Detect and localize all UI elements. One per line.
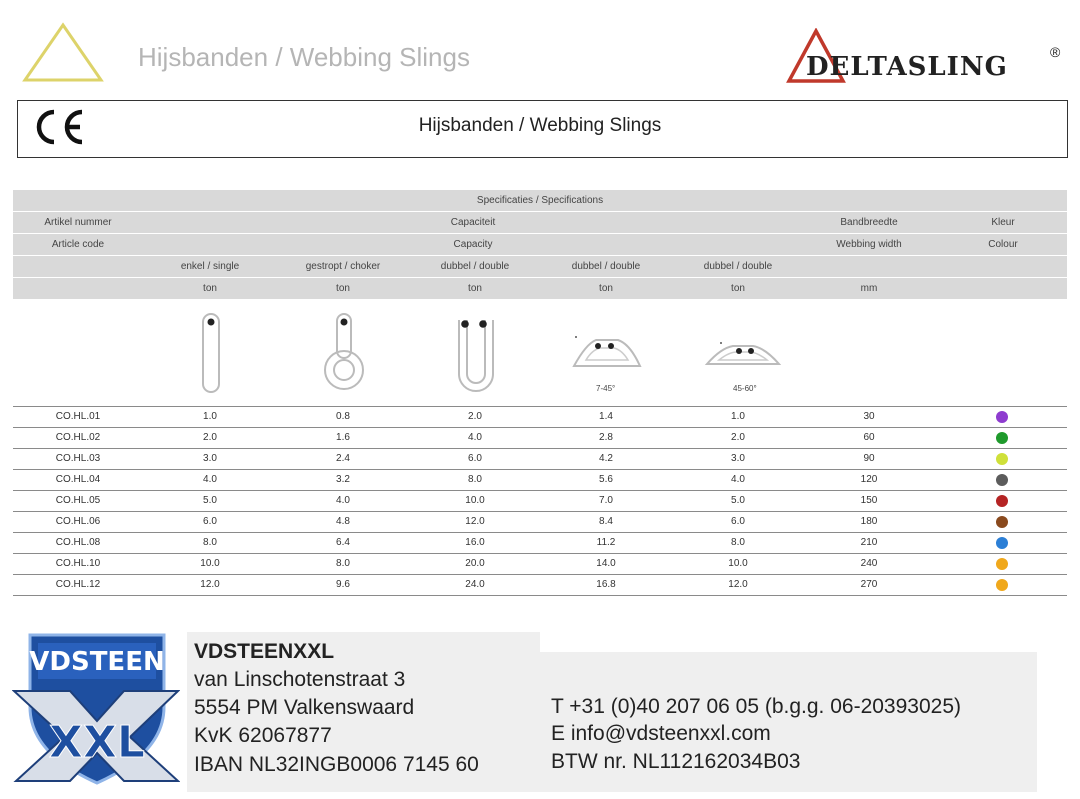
capacity-double-60-cell: 1.0 — [731, 411, 745, 422]
capacity-choker-cell: 9.6 — [336, 579, 350, 590]
unit-label: ton — [468, 283, 482, 294]
webbing-width-cell: 30 — [863, 411, 875, 422]
table-body — [13, 407, 1067, 596]
address-line: IBAN NL32INGB0006 7145 60 — [194, 753, 479, 776]
colour-swatch — [996, 558, 1008, 570]
webbing-width-cell: 90 — [863, 453, 875, 464]
logo-text: VDSTEEN — [29, 647, 165, 677]
unit-label: ton — [203, 283, 217, 294]
table-row — [13, 428, 1067, 449]
article-code-cell: CO.HL.08 — [55, 537, 101, 548]
capacity-double-60-cell: 10.0 — [728, 558, 748, 569]
table-title-row — [13, 190, 1067, 212]
article-code-cell: CO.HL.01 — [55, 411, 101, 422]
capacity-single-cell: 10.0 — [200, 558, 220, 569]
specifications-table — [13, 190, 1067, 596]
capacity-double-60-cell: 6.0 — [731, 516, 745, 527]
mode-label: dubbel / double — [703, 261, 773, 272]
registered-mark: ® — [1050, 44, 1061, 60]
mode-label: gestropt / choker — [305, 261, 381, 272]
capacity-double-45-cell: 8.4 — [599, 516, 613, 527]
capacity-double-45-cell: 16.8 — [596, 579, 616, 590]
capacity-single-cell: 12.0 — [200, 579, 220, 590]
single-sling-icon — [196, 310, 226, 396]
colour-swatch — [996, 516, 1008, 528]
capacity-double-cell: 20.0 — [465, 558, 485, 569]
webbing-width-cell: 240 — [860, 558, 878, 569]
article-code-cell: CO.HL.10 — [55, 558, 101, 569]
article-code-cell: CO.HL.03 — [55, 453, 101, 464]
capacity-choker-cell: 4.8 — [336, 516, 350, 527]
basket-60-sling-icon — [701, 334, 783, 374]
capacity-double-45-cell: 4.2 — [599, 453, 613, 464]
capacity-double-45-cell: 5.6 — [599, 474, 613, 485]
logo-xxl-text: XXL — [49, 717, 145, 768]
capacity-double-60-cell: 4.0 — [731, 474, 745, 485]
mode-label: dubbel / double — [571, 261, 641, 272]
unit-label: ton — [599, 283, 613, 294]
capacity-choker-cell: 2.4 — [336, 453, 350, 464]
header-colour-en: Colour — [988, 239, 1018, 250]
table-row — [13, 575, 1067, 596]
capacity-choker-cell: 8.0 — [336, 558, 350, 569]
capacity-double-cell: 8.0 — [468, 474, 482, 485]
angle-label: 7-45° — [596, 384, 616, 393]
double-sling-icon — [453, 310, 499, 396]
capacity-double-45-cell: 2.8 — [599, 432, 613, 443]
colour-swatch — [996, 474, 1008, 486]
article-code-cell: CO.HL.12 — [55, 579, 101, 590]
header-row-english — [13, 234, 1067, 256]
capacity-single-cell: 5.0 — [203, 495, 217, 506]
table-row — [13, 449, 1067, 470]
unit-label: mm — [860, 283, 878, 294]
capacity-double-cell: 4.0 — [468, 432, 482, 443]
capacity-double-45-cell: 7.0 — [599, 495, 613, 506]
colour-swatch — [996, 579, 1008, 591]
address-line: KvK 62067877 — [194, 724, 332, 747]
basket-45-sling-icon — [568, 330, 648, 380]
address-line: 5554 PM Valkenswaard — [194, 696, 415, 719]
table-row — [13, 512, 1067, 533]
email-line: E info@vdsteenxxl.com — [551, 722, 771, 745]
table-title: Specificaties / Specifications — [476, 195, 604, 206]
webbing-width-cell: 180 — [860, 516, 878, 527]
deltasling-logo-text: DELTASLING — [806, 52, 1008, 82]
capacity-double-60-cell: 5.0 — [731, 495, 745, 506]
webbing-width-cell: 150 — [860, 495, 878, 506]
header-width-nl: Bandbreedte — [840, 217, 898, 228]
capacity-double-60-cell: 2.0 — [731, 432, 745, 443]
capacity-choker-cell: 3.2 — [336, 474, 350, 485]
mode-label: enkel / single — [180, 261, 240, 272]
capacity-double-cell: 6.0 — [468, 453, 482, 464]
article-code-cell: CO.HL.06 — [55, 516, 101, 527]
header-code-nl: Artikel nummer — [44, 217, 112, 228]
header-row-dutch — [13, 212, 1067, 234]
capacity-double-45-cell: 11.2 — [596, 537, 616, 548]
colour-swatch — [996, 495, 1008, 507]
table-row — [13, 533, 1067, 554]
ce-section-title: Hijsbanden / Webbing Slings — [418, 115, 662, 136]
triangle-logo-icon — [22, 22, 104, 84]
capacity-choker-cell: 6.4 — [336, 537, 350, 548]
header-code-en: Article code — [51, 239, 105, 250]
header-capacity-en: Capacity — [453, 239, 493, 250]
capacity-choker-cell: 4.0 — [336, 495, 350, 506]
webbing-width-cell: 60 — [863, 432, 875, 443]
header-width-en: Webbing width — [836, 239, 902, 250]
capacity-double-cell: 10.0 — [465, 495, 485, 506]
table-row — [13, 554, 1067, 575]
article-code-cell: CO.HL.02 — [55, 432, 101, 443]
phone-line: T +31 (0)40 207 06 05 (b.g.g. 06-20393025) — [551, 695, 962, 718]
mode-label-row — [13, 256, 1067, 278]
capacity-double-cell: 24.0 — [465, 579, 485, 590]
capacity-double-45-cell: 1.4 — [599, 411, 613, 422]
capacity-double-cell: 2.0 — [468, 411, 482, 422]
vdsteen-xxl-logo — [12, 625, 180, 787]
mode-label: dubbel / double — [440, 261, 510, 272]
angle-label: 45-60° — [733, 384, 757, 393]
table-row — [13, 491, 1067, 512]
capacity-double-60-cell: 12.0 — [728, 579, 748, 590]
capacity-double-60-cell: 8.0 — [731, 537, 745, 548]
colour-swatch — [996, 411, 1008, 423]
unit-label: ton — [731, 283, 745, 294]
article-code-cell: CO.HL.05 — [55, 495, 101, 506]
capacity-single-cell: 3.0 — [203, 453, 217, 464]
page-header-title: Hijsbanden / Webbing Slings — [138, 42, 470, 72]
capacity-single-cell: 8.0 — [203, 537, 217, 548]
colour-swatch — [996, 537, 1008, 549]
table-row — [13, 407, 1067, 428]
webbing-width-cell: 210 — [860, 537, 878, 548]
capacity-double-60-cell: 3.0 — [731, 453, 745, 464]
capacity-single-cell: 6.0 — [203, 516, 217, 527]
colour-swatch — [996, 453, 1008, 465]
colour-swatch — [996, 432, 1008, 444]
vat-line: BTW nr. NL112162034B03 — [551, 750, 801, 773]
capacity-double-cell: 12.0 — [465, 516, 485, 527]
capacity-choker-cell: 1.6 — [336, 432, 350, 443]
capacity-single-cell: 4.0 — [203, 474, 217, 485]
unit-label: ton — [336, 283, 350, 294]
unit-row — [13, 278, 1067, 300]
header-capacity-nl: Capaciteit — [450, 217, 496, 228]
header-colour-nl: Kleur — [991, 217, 1015, 228]
address-line: van Linschotenstraat 3 — [194, 668, 406, 691]
webbing-width-cell: 120 — [860, 474, 878, 485]
capacity-single-cell: 2.0 — [203, 432, 217, 443]
capacity-single-cell: 1.0 — [203, 411, 217, 422]
webbing-width-cell: 270 — [860, 579, 878, 590]
capacity-double-cell: 16.0 — [465, 537, 485, 548]
choker-sling-icon — [319, 310, 369, 396]
sling-diagram-row — [13, 300, 1067, 407]
table-row — [13, 470, 1067, 491]
company-name: VDSTEENXXL — [194, 640, 335, 663]
article-code-cell: CO.HL.04 — [55, 474, 101, 485]
capacity-double-45-cell: 14.0 — [596, 558, 616, 569]
capacity-choker-cell: 0.8 — [336, 411, 350, 422]
